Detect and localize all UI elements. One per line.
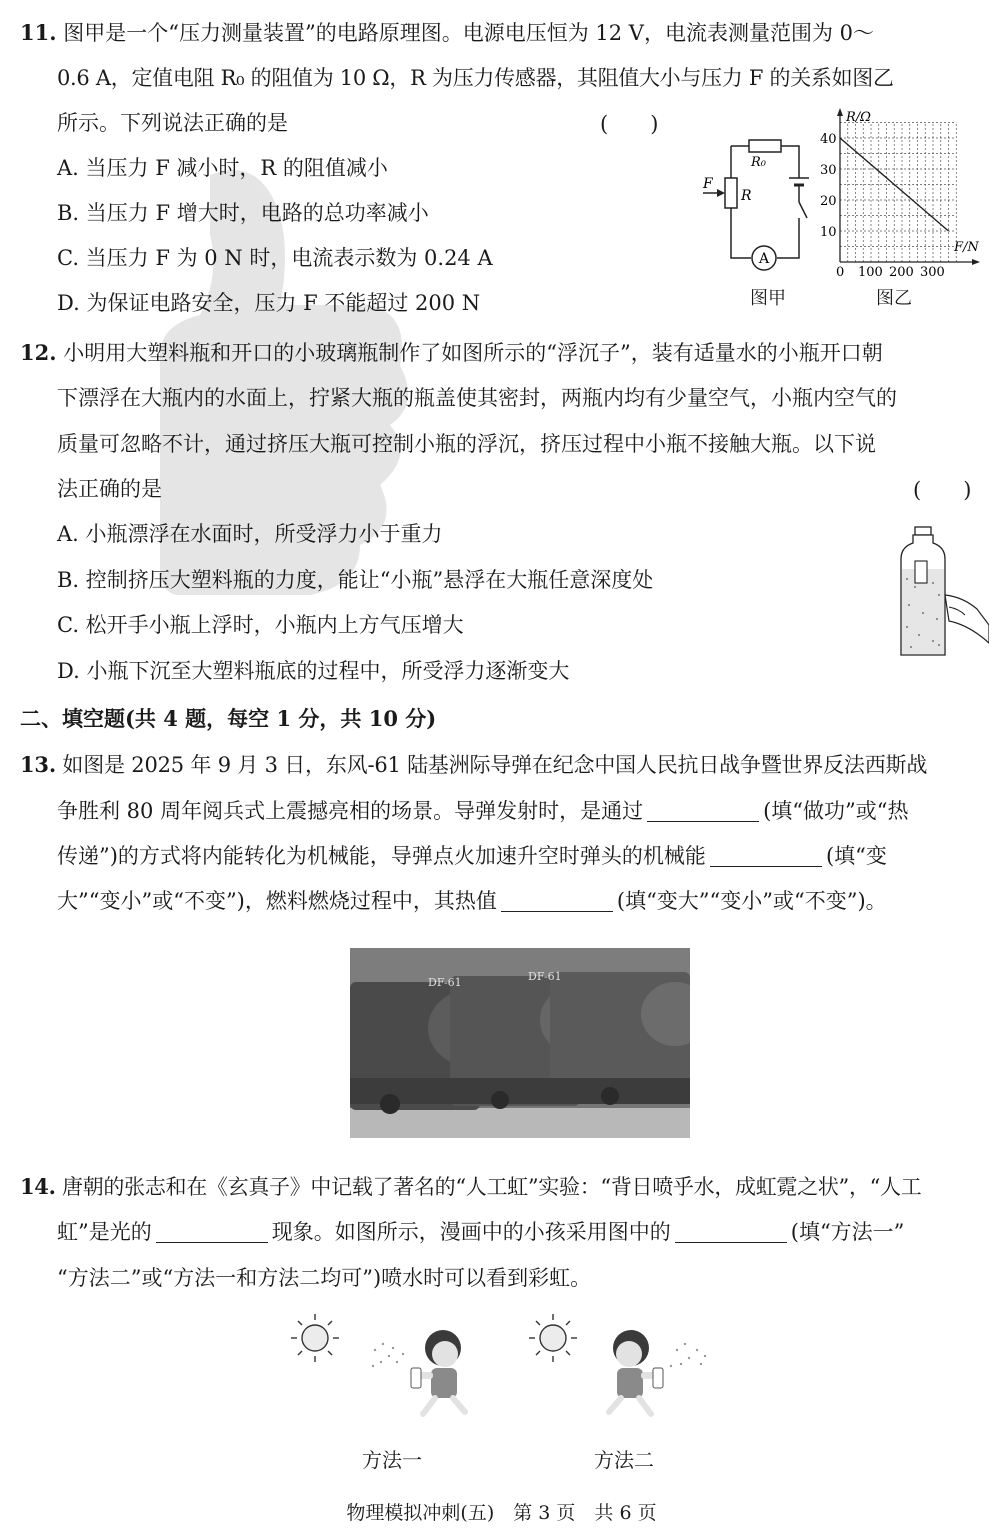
q13-line-1 bbox=[20, 750, 927, 780]
fig2-caption: 图乙 bbox=[876, 288, 912, 309]
hand bbox=[945, 595, 989, 643]
q12-line-3: 质量可忽略不计，通过挤压大瓶可控制小瓶的浮沉，挤压过程中小瓶不接触大瓶。以下说 bbox=[57, 432, 876, 456]
x-axis-label: F/N bbox=[954, 240, 979, 255]
method-1-child bbox=[372, 1330, 465, 1414]
q13-blank-3[interactable] bbox=[501, 889, 613, 912]
q11-line-3: 所示。下列说法正确的是 bbox=[57, 111, 288, 135]
q11-answer-paren: ( ) bbox=[600, 112, 659, 136]
q12-line-4: 法正确的是 bbox=[57, 477, 162, 501]
cartesian-diver-illustration bbox=[893, 525, 989, 660]
graph-grid bbox=[840, 123, 956, 263]
photo-label-1: DF-61 bbox=[428, 976, 462, 989]
y-tick-label: 20 bbox=[820, 194, 837, 209]
q12-option-c: C. 松开手小瓶上浮时，小瓶内上方气压增大 bbox=[57, 613, 464, 637]
rainbow-method-illustrations bbox=[285, 1308, 715, 1433]
method-1-label: 方法一 bbox=[362, 1448, 422, 1472]
q11-text-1: 图甲是一个“压力测量装置”的电路原理图。电源电压恒为 12 V，电流表测量范围为 0～ bbox=[63, 21, 874, 45]
q13-text-1: 如图是 2025 年 9 月 3 日，东风-61 陆基洲际导弹在纪念中国人民抗日战争暨世界反法西斯战 bbox=[62, 753, 928, 777]
q14-blank-1[interactable] bbox=[156, 1220, 268, 1243]
q14-blank-2[interactable] bbox=[675, 1220, 787, 1243]
q14-line-2 bbox=[57, 1217, 904, 1247]
q13-number: 13. bbox=[20, 752, 56, 777]
q11-line-1 bbox=[20, 18, 874, 48]
method-2-sun-icon bbox=[529, 1314, 577, 1362]
r0-resistor bbox=[749, 140, 781, 152]
q11-line-2: 0.6 A，定值电阻 R₀ 的阻值为 10 Ω，R 为压力传感器，其阻值大小与压力 F 的关系如图乙 bbox=[57, 66, 894, 90]
small-vial bbox=[915, 561, 927, 583]
q13-line-4 bbox=[57, 886, 887, 916]
r0-label: R₀ bbox=[751, 155, 766, 170]
q11-option-b: B. 当压力 F 增大时，电路的总功率减小 bbox=[57, 201, 429, 225]
missile-parade-photo bbox=[350, 948, 690, 1138]
q13-text-3a: 传递”)的方式将内能转化为机械能，导弹点火加速升空时弹头的机械能 bbox=[57, 844, 706, 868]
q11-option-d: D. 为保证电路安全，压力 F 不能超过 200 N bbox=[57, 291, 481, 315]
x-tick-label: 200 bbox=[889, 265, 914, 280]
r-f-graph bbox=[818, 104, 988, 280]
section-2-title: 二、填空题(共 4 题，每空 1 分，共 10 分) bbox=[20, 706, 437, 731]
q12-line-2: 下漂浮在大瓶内的水面上，拧紧大瓶的瓶盖使其密封，两瓶内均有少量空气，小瓶内空气的 bbox=[57, 386, 897, 410]
q13-line-3 bbox=[57, 841, 887, 871]
circuit-diagram bbox=[695, 130, 815, 280]
q13-text-2b: (填“做功”或“热 bbox=[763, 799, 909, 823]
x-tick-labels bbox=[836, 265, 945, 280]
method-2-label: 方法二 bbox=[594, 1448, 654, 1472]
x-tick-label: 0 bbox=[836, 265, 845, 280]
q11-option-c: C. 当压力 F 为 0 N 时，电流表示数为 0.24 A bbox=[57, 246, 493, 270]
q13-text-4a: 大”“变小”或“不变”)，燃料燃烧过程中，其热值 bbox=[57, 889, 497, 913]
q12-number: 12. bbox=[20, 340, 57, 365]
q12-option-a: A. 小瓶漂浮在水面时，所受浮力小于重力 bbox=[57, 522, 443, 546]
q12-option-d: D. 小瓶下沉至大塑料瓶底的过程中，所受浮力逐渐变大 bbox=[57, 659, 570, 683]
q14-number: 14. bbox=[20, 1174, 56, 1199]
q13-blank-1[interactable] bbox=[647, 799, 759, 822]
q14-text-2b: 现象。如图所示，漫画中的小孩采用图中的 bbox=[271, 1220, 671, 1244]
y-axis-label: R/Ω bbox=[846, 110, 871, 125]
f-label: F bbox=[703, 176, 713, 192]
q12-text-1: 小明用大塑料瓶和开口的小玻璃瓶制作了如图所示的“浮沉子”，装有适量水的小瓶开口朝 bbox=[63, 341, 883, 365]
q13-text-3b: (填“变 bbox=[825, 844, 887, 868]
q11-option-a: A. 当压力 F 减小时，R 的阻值减小 bbox=[57, 156, 388, 180]
y-tick-label: 40 bbox=[820, 132, 837, 147]
q12-answer-paren: ( ) bbox=[913, 478, 972, 502]
y-tick-label: 30 bbox=[820, 163, 837, 178]
x-tick-label: 100 bbox=[858, 265, 883, 280]
r-label: R bbox=[741, 188, 752, 204]
q12-line-1 bbox=[20, 338, 883, 368]
q14-text-1: 唐朝的张志和在《玄真子》中记载了著名的“人工虹”实验：“背日喷乎水，成虹霓之状”，“人工 bbox=[62, 1175, 922, 1199]
q13-blank-2[interactable] bbox=[710, 844, 822, 867]
r-sensor bbox=[725, 178, 737, 208]
y-tick-label: 10 bbox=[820, 225, 837, 240]
q14-line-1 bbox=[20, 1172, 922, 1202]
q13-line-2 bbox=[57, 796, 908, 826]
method-2-child bbox=[609, 1330, 706, 1414]
x-tick-label: 300 bbox=[920, 265, 945, 280]
q14-text-2a: 虹”是光的 bbox=[57, 1220, 152, 1244]
q14-line-3: “方法二”或“方法一和方法二均可”)喷水时可以看到彩虹。 bbox=[57, 1266, 592, 1290]
q13-text-2a: 争胜利 80 周年阅兵式上震撼亮相的场景。导弹发射时，是通过 bbox=[57, 799, 644, 823]
fig1-caption: 图甲 bbox=[750, 288, 786, 309]
y-tick-labels bbox=[820, 132, 837, 240]
q13-text-4b: (填“变大”“变小”或“不变”)。 bbox=[616, 889, 887, 913]
photo-label-2: DF-61 bbox=[528, 970, 562, 983]
q11-number: 11. bbox=[20, 20, 57, 45]
page-footer: 物理模拟冲刺(五) 第 3 页 共 6 页 bbox=[346, 1502, 657, 1524]
ammeter-label: A bbox=[759, 251, 770, 267]
q14-text-2c: (填“方法一” bbox=[790, 1220, 905, 1244]
q12-option-b: B. 控制挤压大塑料瓶的力度，能让“小瓶”悬浮在大瓶任意深度处 bbox=[57, 568, 654, 592]
method-1-sun-icon bbox=[291, 1314, 339, 1362]
bottle-cap bbox=[915, 527, 931, 535]
